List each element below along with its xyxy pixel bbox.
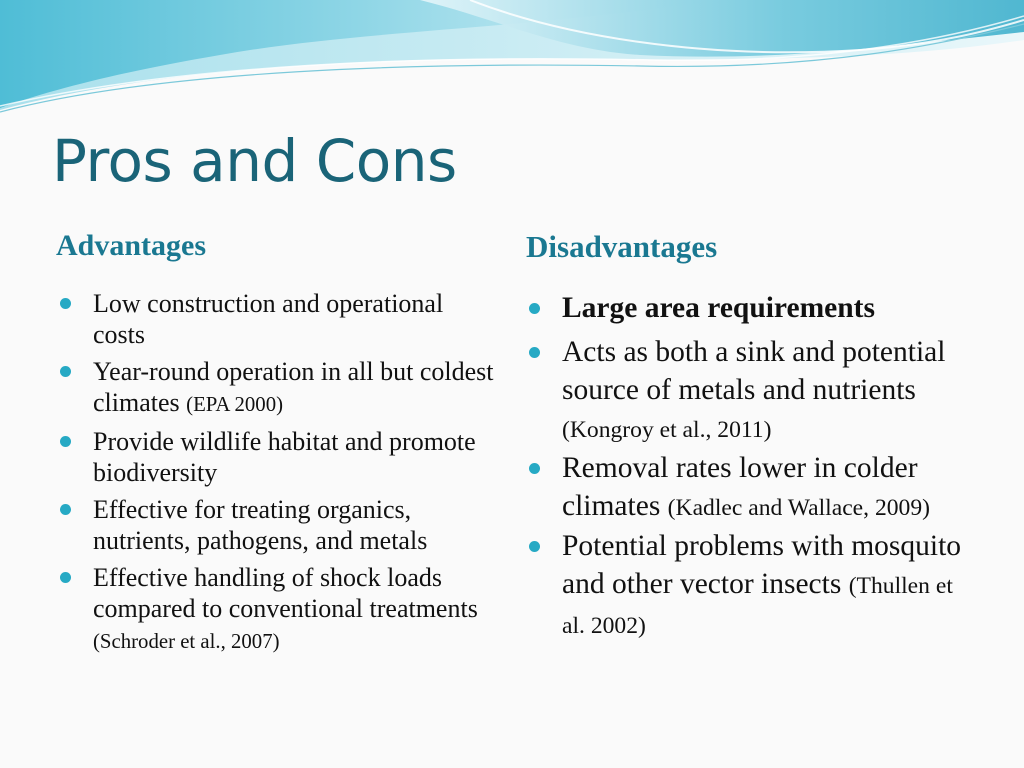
list-item: Acts as both a sink and potential source of metals and nutrients (Kongroy et al., 2011) [525, 333, 975, 449]
advantages-column [56, 228, 496, 663]
list-item: Effective for treating organics, nutrients, pathogens, and metals [56, 494, 496, 556]
bullet-dot-icon [60, 366, 71, 377]
citation: (Thullen et al. 2002) [562, 573, 953, 640]
list-item: Year-round operation in all but coldest climates (EPA 2000) [56, 356, 496, 420]
bullet-dot-icon [60, 572, 71, 583]
bullet-dot-icon [529, 463, 540, 474]
bullet-dot-icon [60, 436, 71, 447]
citation: (Kadlec and Wallace, 2009) [667, 495, 930, 522]
slide-title: Pros and Cons [52, 127, 457, 195]
bullet-dot-icon [529, 303, 540, 314]
list-item: Provide wildlife habitat and promote biodiversity [56, 426, 496, 488]
list-item: Effective handling of shock loads compared to conventional treatments (Schroder et al., 2007) [56, 562, 496, 657]
list-item: Large area requirements [525, 289, 975, 327]
citation: (Schroder et al., 2007) [93, 630, 280, 653]
advantages-heading: Advantages [56, 229, 207, 262]
disadvantages-list [525, 289, 975, 645]
disadvantages-heading: Disadvantages [526, 229, 718, 264]
bullet-dot-icon [60, 504, 71, 515]
bullet-dot-icon [529, 541, 540, 552]
advantages-list [56, 288, 496, 657]
bullet-dot-icon [60, 298, 71, 309]
citation: (EPA 2000) [186, 393, 284, 416]
disadvantages-column [525, 228, 975, 645]
citation: (Kongroy et al., 2011) [562, 417, 772, 444]
list-item: Potential problems with mosquito and other vector insects (Thullen et al. 2002) [525, 527, 975, 645]
bullet-dot-icon [529, 347, 540, 358]
list-item: Removal rates lower in colder climates (Kadlec and Wallace, 2009) [525, 449, 975, 527]
list-item: Low construction and operational costs [56, 288, 496, 350]
header-wave-decoration [0, 0, 1024, 120]
